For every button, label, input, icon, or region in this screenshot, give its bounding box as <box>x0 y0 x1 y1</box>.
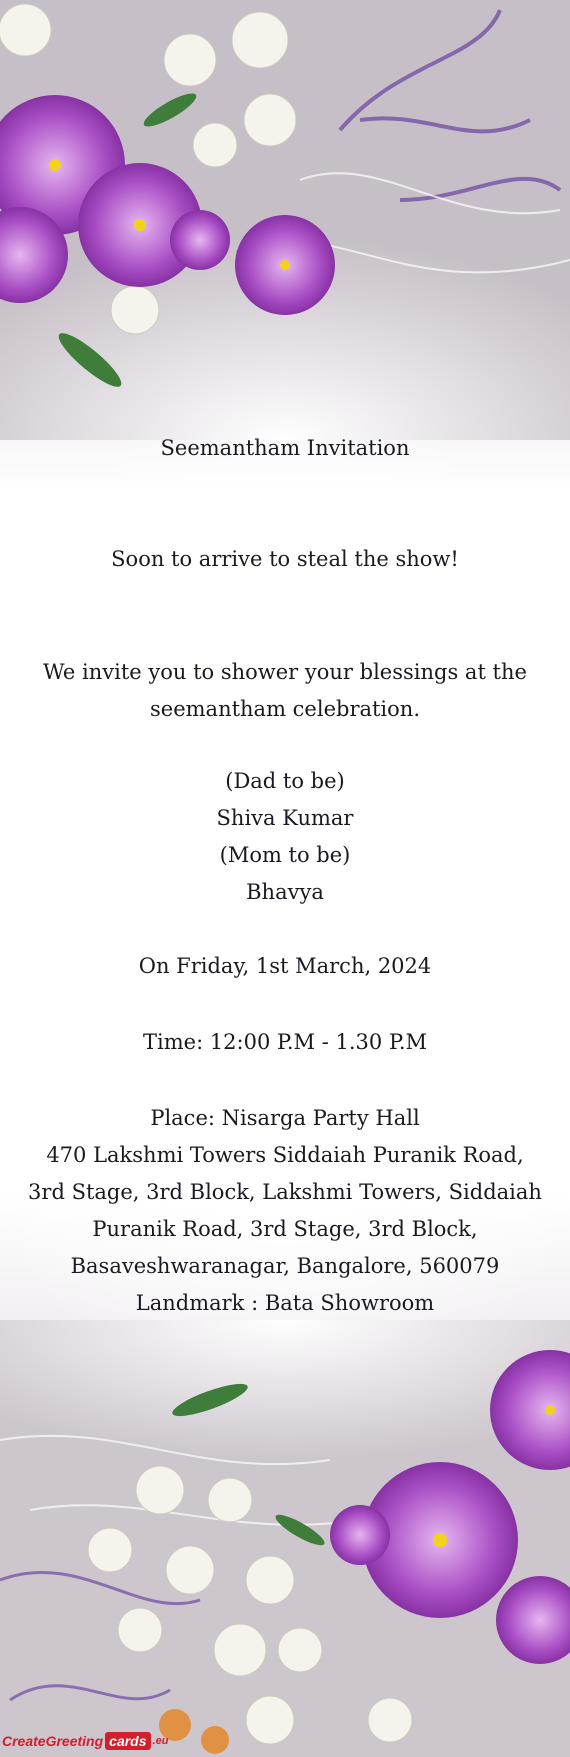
mom-name: Bhavya <box>246 880 324 904</box>
invitation-message: We invite you to shower your blessings at the seemantham celebration. <box>43 660 527 721</box>
flower-decoration-top <box>0 0 570 440</box>
event-address: 470 Lakshmi Towers Siddaiah Puranik Road, 3rd Stage, 3rd Block, Lakshmi Towers, Siddaiah Puranik Road, 3rd Stage, 3rd Block, Basaveshwaranagar, Bangalore, 560079 <box>28 1143 542 1278</box>
logo-text-badge: cards <box>105 1732 150 1750</box>
invitation-title: Seemantham Invitation <box>160 436 410 460</box>
logo-text-main: CreateGreeting <box>2 1733 104 1749</box>
event-time: Time: 12:00 P.M - 1.30 P.M <box>143 1030 427 1054</box>
event-landmark: Landmark : Bata Showroom <box>135 1291 435 1315</box>
event-place: Place: Nisarga Party Hall <box>150 1106 420 1130</box>
dad-label: (Dad to be) <box>225 769 345 793</box>
logo-text-domain: .eu <box>152 1735 169 1747</box>
flower-decoration-bottom <box>0 1320 570 1757</box>
mom-label: (Mom to be) <box>219 843 351 867</box>
site-logo[interactable] <box>2 1728 168 1754</box>
event-date: On Friday, 1st March, 2024 <box>138 954 432 978</box>
invitation-tagline: Soon to arrive to steal the show! <box>111 547 459 571</box>
dad-name: Shiva Kumar <box>216 806 354 830</box>
